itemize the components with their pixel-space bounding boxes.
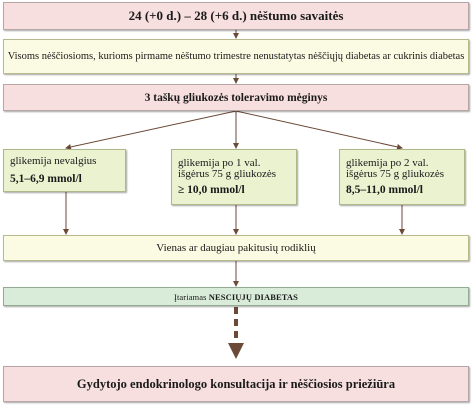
endocrinologist-consultation-text: Gydytojo endokrinologo konsultacija ir nėščiosios priežiūra [76,376,396,391]
suspected-diagnosis-text [4,292,468,302]
one-or-more-abnormal-text: Vienas ar daugiau pakitusių rodiklių [156,242,316,254]
criterion-1h-value: ≥ 10,0 mmol/l [178,184,245,196]
gestation-weeks-text: 24 (+0 d.) – 28 (+6 d.) nėštumo savaitės [128,8,344,23]
criterion-2h-label: glikemija po 2 val. išgėrus 75 g gliukozės [346,157,445,180]
suspected-diagnosis-name: NESCIŲJŲ DIABETAS [208,291,298,302]
criterion-1h-box [171,149,297,205]
eligibility-text: Visoms nėščiosioms, kurioms pirmame nėštumo trimestre nenustatytas nėščiųjų diabetas ar cukrinis diabetas [7,50,465,62]
glucose-tolerance-test-box [3,84,469,111]
criterion-2h-box [339,149,465,205]
one-or-more-abnormal-box [3,235,469,261]
glucose-tolerance-test-text: 3 taškų gliukozės toleravimo mėginys [144,91,328,104]
criterion-fasting-value: 5,1–6,9 mmol/l [10,173,82,185]
eligibility-box [3,39,469,74]
arrow-test-to-criterion-3 [236,111,402,148]
criterion-fasting-label: glikemija nevalgius [10,155,97,167]
arrow-test-to-criterion-1 [66,111,236,148]
suspected-diagnosis-box [3,287,469,306]
criterion-1h-label: glikemija po 1 val. išgėrus 75 g gliukozės [178,157,277,180]
gestation-weeks-box [3,2,469,30]
suspected-prefix: Įtariamas [174,291,209,302]
endocrinologist-consultation-box [3,366,469,402]
criterion-fasting-box [3,149,126,192]
criterion-2h-value: 8,5–11,0 mmol/l [346,184,423,196]
